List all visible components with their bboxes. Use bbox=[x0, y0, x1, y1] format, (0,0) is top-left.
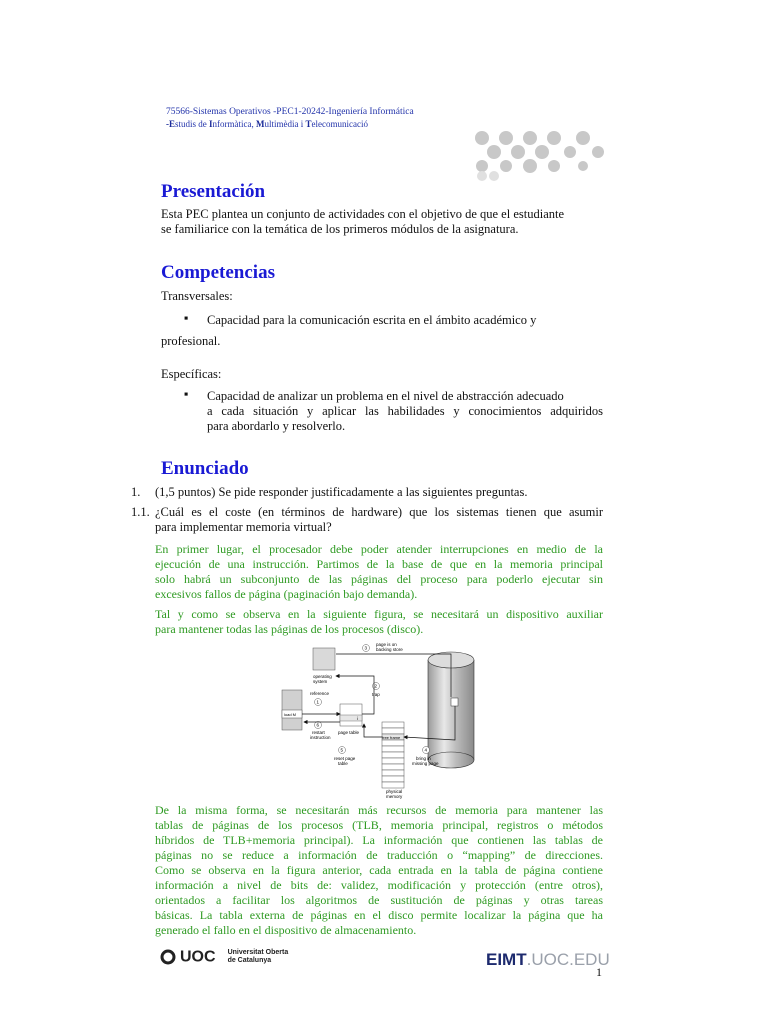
uoc-name-line-1: Universitat Oberta bbox=[227, 949, 289, 957]
trap-label: trap bbox=[372, 692, 380, 697]
eimt-logo bbox=[486, 950, 610, 970]
especificas-label: Específicas: bbox=[161, 367, 222, 381]
eimt-domain: .UOC.EDU bbox=[526, 950, 610, 969]
step-6-label: 6 bbox=[316, 722, 320, 728]
dots-logo-icon bbox=[470, 128, 610, 184]
bullet-icon: ▪ bbox=[184, 311, 189, 325]
bring-in-label: bring in bbox=[416, 756, 431, 761]
especifica-line-3: para abordarlo y resolverlo. bbox=[207, 419, 346, 433]
step-1-label: 1 bbox=[316, 699, 320, 705]
restart-label: restart bbox=[312, 730, 325, 735]
page-number: 1 bbox=[596, 965, 602, 979]
physical-memory-label: physical bbox=[386, 789, 403, 794]
reference-label: reference bbox=[310, 691, 330, 696]
bullet-icon: ▪ bbox=[184, 387, 189, 401]
page-on-store-label: page is on bbox=[376, 642, 397, 647]
page-table-label: page table bbox=[338, 730, 360, 735]
answer-paragraph-3: De la misma forma, se necesitarán más recursos de memoria para mantener las tablas de páginas de los procesos (TLB, memoria principal, registros o métodos híbridos de TLB+memoria principal). La información que contienen las tablas de páginas no se reduce a información de traducción o “mapping” de direcciones. Como se observa en la figura anterior, cada entrada en la tabla de página contiene información a nivel de bits de: validez, modificación y protección (entre otros), orientados a facilitar los algoritmos de sustitución de páginas y otras tareas básicas. La tabla externa de páginas en el disco permite localizar la página que ha generado el fallo en el dispositivo de almacenamiento. bbox=[155, 803, 603, 937]
uoc-logo bbox=[160, 948, 288, 968]
os-label: operating bbox=[313, 674, 332, 679]
uoc-name-line-2: de Catalunya bbox=[227, 957, 272, 965]
header-studies-line: -Estudis de Informàtica, Multimèdia i Telecomunicació bbox=[166, 119, 369, 129]
answer-paragraph-1: En primer lugar, el procesador debe poder atender interrupciones en medio de la ejecución de una instrucción. Partimos de la base de que en la memoria principal solo habrá un subconjunto de las páginas del proceso para poderlo ejecutar sin excesivos fallos de página (paginación bajo demanda). bbox=[155, 542, 603, 601]
physical-memory-label-2: memory bbox=[386, 794, 403, 799]
transversal-item-line-2: profesional. bbox=[161, 334, 221, 348]
question-1-1-line-1: ¿Cuál es el coste (en términos de hardware) que los sistemas tienen que asumir bbox=[155, 505, 603, 519]
page-fault-diagram bbox=[280, 640, 480, 802]
step-3-label: 3 bbox=[364, 645, 368, 651]
section-title-enunciado: Enunciado bbox=[161, 458, 249, 479]
transversal-item-line-1: Capacidad para la comunicación escrita en el ámbito académico y bbox=[207, 313, 537, 327]
question-1-text: (1,5 puntos) Se pide responder justificadamente a las siguientes preguntas. bbox=[155, 485, 528, 499]
invalid-bit-label: i bbox=[357, 716, 358, 721]
eimt-wordmark: EIMT bbox=[486, 950, 527, 969]
page-on-store-label-2: backing store bbox=[376, 647, 403, 652]
transversales-label: Transversales: bbox=[161, 289, 233, 303]
step-2-label: 2 bbox=[374, 683, 378, 689]
os-label-2: system bbox=[313, 679, 328, 684]
reset-table-label-2: table bbox=[338, 761, 348, 766]
answer-paragraph-2: Tal y como se observa en la siguiente figura, se necesitará un dispositivo auxiliar para mantener todas las páginas de los procesos (disco). bbox=[155, 607, 603, 636]
question-1-1-line-2: para implementar memoria virtual? bbox=[155, 520, 332, 534]
restart-label-2: instruction bbox=[310, 735, 331, 740]
header-course-line: 75566-Sistemas Operativos -PEC1-20242-Ingeniería Informática bbox=[166, 107, 414, 117]
reset-table-label: reset page bbox=[334, 756, 356, 761]
section-title-competencias: Competencias bbox=[161, 262, 275, 283]
question-1-number: 1. bbox=[131, 485, 141, 499]
uoc-mark-icon bbox=[160, 949, 176, 965]
free-frame-label: free frame bbox=[382, 735, 401, 740]
step-5-label: 5 bbox=[340, 747, 344, 753]
step-4-label: 4 bbox=[424, 747, 428, 753]
presentacion-line-2: se familiarice con la temática de los primeros módulos de la asignatura. bbox=[161, 222, 519, 236]
load-label: load M bbox=[284, 712, 297, 717]
section-title-presentacion: Presentación bbox=[161, 181, 266, 202]
presentacion-line-1: Esta PEC plantea un conjunto de actividades con el objetivo de que el estudiante bbox=[161, 207, 565, 221]
question-1-1-number: 1.1. bbox=[131, 505, 150, 519]
uoc-wordmark: UOC bbox=[180, 948, 216, 966]
especifica-line-1: Capacidad de analizar un problema en el nivel de abstracción adecuado bbox=[207, 389, 564, 403]
especifica-line-2: a cada situación y aplicar las habilidades y conocimientos adquiridos bbox=[207, 404, 603, 418]
bring-in-label-2: missing page bbox=[412, 761, 439, 766]
